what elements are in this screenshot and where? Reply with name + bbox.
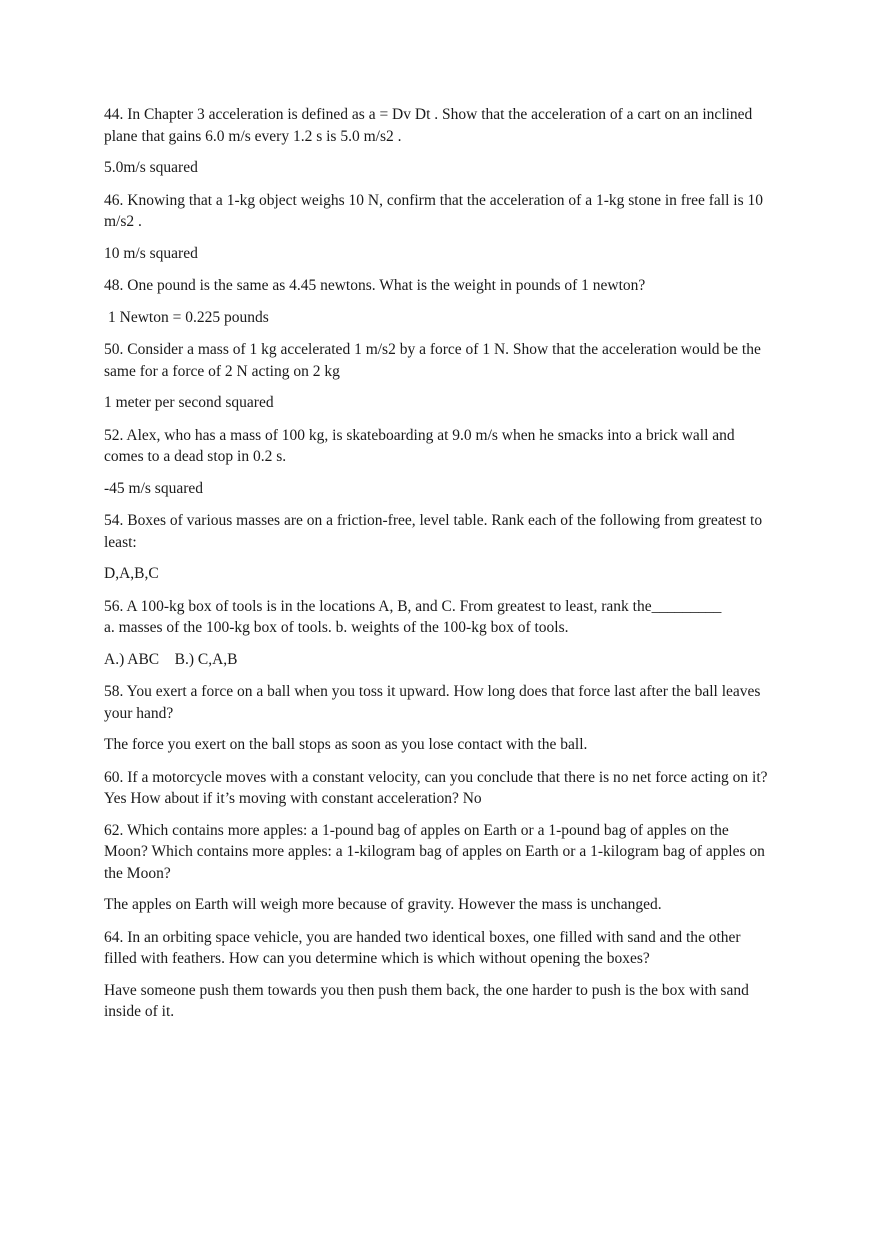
question-56: 56. A 100-kg box of tools is in the locations A, B, and C. From greatest to least, rank the_________ a. masses of the 100-kg box of tools. b. weights of the 100-kg box of tools. xyxy=(104,597,722,636)
answer-44: 5.0m/s squared xyxy=(104,159,198,176)
question-48: 48. One pound is the same as 4.45 newtons. What is the weight in pounds of 1 newton? xyxy=(104,277,646,294)
question-62: 62. Which contains more apples: a 1-pound bag of apples on Earth or a 1-pound bag of apples on the Moon? Which contains more apples: a 1-kilogram bag of apples on Earth or a 1-kilogram bag of apples on the Moon? xyxy=(104,821,769,882)
question-46: 46. Knowing that a 1-kg object weighs 10 N, confirm that the acceleration of a 1-kg stone in free fall is 10 m/s2 . xyxy=(104,191,767,230)
question-52: 52. Alex, who has a mass of 100 kg, is skateboarding at 9.0 m/s when he smacks into a brick wall and comes to a dead stop in 0.2 s. xyxy=(104,426,739,465)
question-58: 58. You exert a force on a ball when you toss it upward. How long does that force last after the ball leaves your hand? xyxy=(104,683,765,722)
answer-64: Have someone push them towards you then push them back, the one harder to push is the box with sand inside of it. xyxy=(104,981,753,1020)
answer-52: -45 m/s squared xyxy=(104,479,204,497)
answer-50: 1 meter per second squared xyxy=(104,394,274,411)
answer-48: 1 Newton = 0.225 pounds xyxy=(108,308,269,326)
question-50: 50. Consider a mass of 1 kg accelerated 1 m/s2 by a force of 1 N. Show that the acceleration would be the same for a force of 2 N acting on 2 kg xyxy=(104,341,765,380)
answer-54: D,A,B,C xyxy=(104,565,159,582)
answer-62: The apples on Earth will weigh more because of gravity. However the mass is unchanged. xyxy=(104,896,662,913)
answer-46: 10 m/s squared xyxy=(104,244,198,262)
question-64: 64. In an orbiting space vehicle, you are handed two identical boxes, one filled with sand and the other filled with feathers. How can you determine which is which without opening the boxes? xyxy=(104,928,745,967)
answer-56: A.) ABC B.) C,A,B xyxy=(104,650,238,668)
question-54: 54. Boxes of various masses are on a friction-free, level table. Rank each of the following from greatest to least: xyxy=(104,512,766,551)
question-60: 60. If a motorcycle moves with a constant velocity, can you conclude that there is no net force acting on it? Yes How about if it’s moving with constant acceleration? No xyxy=(104,768,771,807)
question-44: 44. In Chapter 3 acceleration is defined as a = Dv Dt . Show that the acceleration of a cart on an inclined plane that gains 6.0 m/s every 1.2 s is 5.0 m/s2 . xyxy=(104,106,757,145)
document-body xyxy=(104,104,776,1034)
answer-58: The force you exert on the ball stops as soon as you lose contact with the ball. xyxy=(104,736,588,753)
